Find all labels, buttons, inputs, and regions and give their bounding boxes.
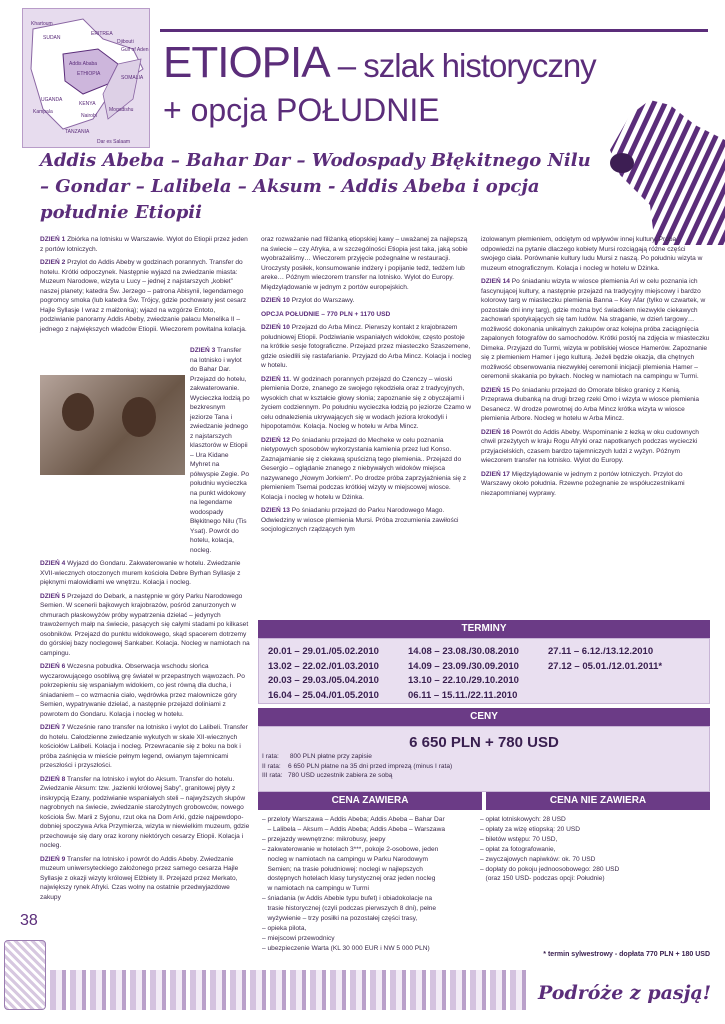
- map-label: Addis Ababa: [69, 61, 98, 67]
- itinerary-column-3: [481, 235, 711, 502]
- itinerary-day: DZIEŃ 14 Po śniadaniu wizyta w wiosce plemienia Ari w celu poznania ich fascynującej kultury, a następnie przejazd na tradycyjny miejscowy i bardzo kolorowy targ w miasteczku plemienia Banna – Key Afar (tylko w czwartek, w pozostałe dni inny targ), gdzie można być świadkiem niezwykle ciekawych zachowań spotykających się tam ludów. Na straganie, w dzień targowy… możliwość dokonania unikalnych zakupów oraz kolejna próba zaciągnięcia zapalonych fotografów do samochodów. Krótki postój na zdjęcia w miasteczku Dimeka. Przyjazd do Turmi, wizyta w pobliskiej wiosce Hamerów. Zapoznanie się z plemieniem Hamer i jego kulturą. Jeżeli będzie okazja, dla chętnych możliwość obserwowania niezwykłej ceremonii inicjacji plemienia Hamer – ceremonii skakania po bykach. Nocleg w namiotach na campingu w Turmi.: [481, 278, 710, 380]
- itinerary-day: DZIEŃ 6 Wczesna pobudka. Obserwacja wschodu słońca wyczarowującego osobliwą grę świateł w przepastnych wąwozach. Po pokrzepieniu się wspaniałym widokiem, co jest równą dla ducha, i śniadaniem – co wzmacnia ciało, wędrówka przez malownicze góry Semien, wypatrywanie dzielać, a następnie przejazd doliniami z powrotem do Gondaru. Kolacja i nocleg w hotelu.: [40, 663, 245, 718]
- cena-zawiera-list: – przeloty Warszawa – Addis Abeba; Addis Abeba – Bahar Dar – Lalibela – Aksum – Addis Abeba; Addis Abeba – Warszawa – przejazdy wewnętrzne: mikrobusy, jeepy – zakwaterowanie w hotelach 3***, pokoje 2-osobowe, jeden nocleg w namiotach na campingu w Parku Narodowym Semien; na trasie południowej: noclegi w najlepszych dostępnych hotelach klasy turystycznej oraz jeden nocleg w namiotach na campingu w Turmi – śniadania (w Addis Abebie typu bufet) i obiadokolacje na trasie historycznej (czyli podczas pierwszych 8 dni), pełne wyżywienie – trzy posiłki na pozostałej części trasy, – opieka pilota, – miejscowi przewodnicy – ubezpieczenie Warta (KL 30 000 EUR i NW 5 000 PLN): [262, 816, 446, 952]
- map-label: SUDAN: [43, 35, 61, 41]
- dates-column-3: 27.11 – 6.12./13.12.2010 27.12 – 05.01./12.01.2011*: [548, 646, 663, 672]
- cena-nie-zawiera-header: CENA NIE ZAWIERA: [486, 792, 710, 810]
- option-heading: OPCJA POŁUDNIE – 770 PLN + 1170 USD: [261, 310, 391, 318]
- price: 6 650 PLN + 780 USD: [409, 734, 559, 751]
- map-label: UGANDA: [41, 97, 63, 103]
- itinerary-day: DZIEŃ 7 Wcześnie rano transfer na lotnisko i wylot do Lalibeli. Transfer do hotelu. Całodzienne zwiedzanie wykutych w skale XII-wiecznych kościołów Lalibeli. Kolacja i nocleg. Przewracanie się z boku na bok i próba zaśnięcia w mieście pełnym legend, owianym tajemnicami przeszłości i przyszłości.: [40, 724, 248, 769]
- decorative-band: [50, 970, 530, 1010]
- map-label: KENYA: [79, 101, 96, 107]
- itinerary-day: DZIEŃ 12 Po śniadaniu przejazd do Mecheke w celu poznania nietypowych sposobów wykorzystania kamienia przez lud Konso. Zaznajamianie się z ciekawą spuścizną tego plemienia.. Przejazd do Gesergio – oglądanie znanego z niebywałych widoków miejsca nazywanego „Nowym Jorkiem”. Po drodze próba zaprzyjaźnienia się z plemieniem Tsemai podczas krótkiej wizyty w miejscowej wiosce. Kolacja i nocleg w hotelu w Dżinka.: [261, 436, 467, 501]
- itinerary-day: DZIEŃ 1 Zbiórka na lotnisku w Warszawie. Wylot do Etiopii przez jeden z portów lotniczych.: [40, 236, 248, 253]
- itinerary-day: DZIEŃ 11. W godzinach porannych przejazd do Czenczy – wioski plemienia Dorze, znanego ze swojego rękodzieła oraz z tradycyjnych, wysokich chat w kształcie głowy słonia; zapoznanie się z obyczajami i życiem codziennym. Po południu wycieczka łodzią po jeziorze Czamo w celu odnalezienia ukrywających się w wodach jeziora krokodyli i hipopotamów. Kolacja. Nocleg w hotelu w Arba Mincz.: [261, 375, 471, 430]
- zebra-graphic: [600, 95, 725, 245]
- zebra-image: [600, 95, 725, 245]
- ceny-header: CENY: [258, 708, 710, 726]
- itinerary-day: DZIEŃ 4 Wyjazd do Gondaru. Zakwaterowanie w hotelu. Zwiedzanie XVII-wiecznych otoczonych murem kościoła Debre Byrhan Syllasje z pięknymi malowidłami we wnętrzu. Kolacja i nocleg.: [40, 560, 241, 586]
- map-label: ETHIOPIA: [77, 71, 101, 77]
- itinerary-day: DZIEŃ 9 Transfer na lotnisko i powrót do Addis Abeby. Zwiedzanie muzeum uniwersyteckiego założonego przez samego cesarza Hajle Syllasje z okazji wizyty królowej Elżbiety II. Przejazd przez Merkato, największy rynek Afryki. Czas wolny na ostatnie przedwyjazdowe zakupy: [40, 855, 239, 901]
- map-label: Djibouti: [117, 39, 134, 45]
- itinerary-column-2: [261, 235, 471, 539]
- itinerary-column-1: [40, 235, 250, 906]
- drum-image: [4, 940, 46, 1010]
- itinerary-day: izolowanym plemieniem, odciętym od wpływów innej kultury. Próba odpowiedzi na pytanie dlaczego kobiety Mursi rozciągają różne części swojego ciała. Porównanie kultury ludu Mursi z naszą. Po południu wizyta w muzeum etnograficznym. Kolacja i nocleg w hotelu w Dżinka.: [481, 236, 703, 272]
- itinerary-day: DZIEŃ 13 Po śniadaniu przejazd do Parku Narodowego Mago. Odwiedziny w wiosce plemienia Mursi. Próba zrozumienia zawiłości socjologicznych rządzących tym: [261, 507, 459, 533]
- cena-zawiera-header: CENA ZAWIERA: [258, 792, 482, 810]
- new-year-note: * termin sylwestrowy - dopłata 770 PLN + 180 USD: [543, 951, 710, 958]
- map-label: TANZANIA: [65, 129, 90, 135]
- map-of-ethiopia: [22, 8, 150, 148]
- dates-column-2: 14.08 – 23.08./30.08.2010 14.09 – 23.09./30.09.2010 13.10 – 22.10./29.10.2010 06.11 – 15.11./22.11.2010: [408, 646, 519, 701]
- page-title: [163, 38, 596, 88]
- dates-column-1: 20.01 – 29.01./05.02.2010 13.02 – 22.02./01.03.2010 20.03 – 29.03./05.04.2010 16.04 – 25.04./01.05.2010: [268, 646, 379, 701]
- brand-logo: Podróże z pasją!: [538, 982, 712, 1004]
- payment-rates: I rata: 800 PLN płatne przy zapisie II rata: 6 650 PLN płatne na 35 dni przed imprezą (minus I rata) III rata: 780 USD uczestnik zabiera ze sobą: [262, 753, 453, 779]
- map-label: SOMALIA: [121, 75, 144, 81]
- terminy-header: TERMINY: [258, 620, 710, 638]
- cena-nie-zawiera-list: – opłat lotniskowych: 28 USD – opłaty za wizę etiopską: 20 USD – biletów wstępu: 70 USD, – opłat za fotografowanie, – zwyczajowych napiwków: ok. 70 USD – dopłaty do pokoju jednoosobowego: 280 USD (oraz 150 USD- podczas opcji: Południe): [480, 816, 620, 883]
- map-label: Gulf of Aden: [121, 47, 149, 53]
- itinerary-day: DZIEŃ 10 Przylot do Warszawy.: [261, 297, 355, 304]
- map-label: Nairobi: [81, 113, 97, 119]
- title-sub: – szlak historyczny: [329, 47, 596, 84]
- map-label: Mogadishu: [109, 107, 134, 113]
- map-label: Dar es Salaam: [97, 139, 131, 145]
- itinerary-day: DZIEŃ 16 Powrót do Addis Abeby. Wspominanie z łezką w oku cudownych chwil przeżytych w kraju Rogu Afryki oraz napotkanych podczas wycieczki przyjacielskich, czasem bardzo tajemniczych ludzi z wyżyn. Późnym wieczorem transfer na lotnisko. Wylot do Europy.: [481, 428, 699, 464]
- itinerary-day: DZIEŃ 17 Międzylądowanie w jednym z portów lotniczych. Przylot do Warszawy około południa. Rzewne pożegnanie ze współuczestnikami niezapomnianej wyprawy.: [481, 470, 685, 497]
- page-title-line2: + opcja POŁUDNIE: [163, 92, 440, 128]
- page-number: 38: [20, 912, 38, 929]
- map-label: Kampala: [33, 109, 53, 115]
- itinerary-day: DZIEŃ 8 Transfer na lotnisko i wylot do Aksum. Transfer do hotelu. Zwiedzanie Aksum: tzw. „łazienki królowej Saby”, granitowej płyty z inskrypcją Ezany, podziwianie wspaniałych steli – najwyższych słupów nagrobnych na świecie, zwiedzanie starożytnych grobowców, nowego kościoła Św. Marii z Syjonu, rzut oka na Dom Arki, gdzie najpewdopo-dobniej spoczywa Arka Przymierza, wizyta w niewielkim muzeum, gdzie przechowuje się dary oraz korony niektórych cesarzy Etiopii. Kolacja i nocleg.: [40, 775, 250, 849]
- itinerary-day: DZIEŃ 5 Przejazd do Debark, a następnie w góry Parku Narodowego Semien. W scenerii bajkowych krajobrazów, pośród zanurzonych w chmurach płaskowyżów próby wypatrzenia dzielać – jedynych trawożernych małp na świecie, pasących się całymi stadami po kilkaset osobników. Przejazd do punktu widokowego, skąd spacerem dotrzemy do górskiej bazy noclegowej Sankaber. Kolacja. Nocleg w namiotach na campingu.: [40, 592, 250, 657]
- itinerary-day: DZIEŃ 15 Po śniadaniu przejazd do Omorate blisko granicy z Kenią. Przeprawa dłubanką na drugi brzeg rzeki Omo i wizyta w wiosce plemienia Desanecz. W drodze powrotnej do Arba Mincz krótka wizyta w wiosce plemienia Arbore. Nocleg w hotelu w Arba Mincz.: [481, 386, 700, 422]
- itinerary-day: DZIEŃ 10 Przejazd do Arba Mincz. Pierwszy kontakt z krajobrazem południowej Etiopii. Podziwianie wspaniałych widoków, często postoje na krótkie sesje fotograficzne. Przejazd przez miasteczko Szaszemene, gdzie osiedlili się rastafarianie. Przyjazd do Arba Mincz. Kolacja i nocleg w hotelu.: [261, 324, 472, 369]
- route-line-1: Addis Abeba – Bahar Dar – Wodospady Błękitnego Nilu: [40, 150, 591, 171]
- itinerary-day: oraz rozważanie nad filiżanką etiopskiej kawy – uważanej za najlepszą na świecie – czy Afryka, a w szczególności Etiopia jest taka, jaką sobie wyobrażaliśmy… Wieczorem przyjęcie pożegnalne w restauracji. Uroczysty posiłek, konsumowanie indżery i popijanie tedż, tedżem lub areke… Późnym wieczorem transfer na lotnisko. Wylot do Europy. Międzylądowanie w jednym z portów europejskich.: [261, 236, 468, 291]
- route-subtitle: [40, 148, 600, 226]
- header-rule: [160, 29, 708, 32]
- route-line-2: – Gondar – Lalibela – Aksum - Addis Abeba i opcja południe Etiopii: [40, 176, 540, 223]
- itinerary-day: DZIEŃ 3 Transfer na lotnisko i wylot do Bahar Dar. Przejazd do hotelu, zakwaterowanie. Wycieczka łodzią po bezkresnym jeziorze Tana i zwiedzanie jednego z najstarszych klasztorów w Etiopii – Ura Kidane Myhret na półwyspie Zegie. Po południu wycieczka na punkt widokowy na legendarne wodospady Błękitnego Nilu (Tis Ysat). Powrót do hotelu, kolacja, nocleg.: [190, 347, 250, 554]
- itinerary-day: DZIEŃ 2 Przylot do Addis Abeby w godzinach porannych. Transfer do hotelu. Krótki odpoczynek. Następnie wyjazd na zwiedzanie miasta: Muzeum Narodowe, wizyta u Lucy – jednej z najstarszych „kobiet” naszej planety; katedra Św. Jerzego – patrona Abisynii, legendarnego pogromcy smoka (lub katedra Św. Trójcy, gdzie pochowany jest cesarz Hajle Syllasje I wraz z małżonką); wjazd na wzgórze Entoto, podziwianie panoramy Addis Abeby, zwiedzanie pałacu Menelika II – jednego z największych władców Etiopii. Wieczorem powitalna kolacja.: [40, 259, 247, 333]
- map-label: Khartoum: [31, 21, 53, 27]
- title-main: ETIOPIA: [163, 38, 330, 87]
- map-label: ERITREA: [91, 31, 113, 37]
